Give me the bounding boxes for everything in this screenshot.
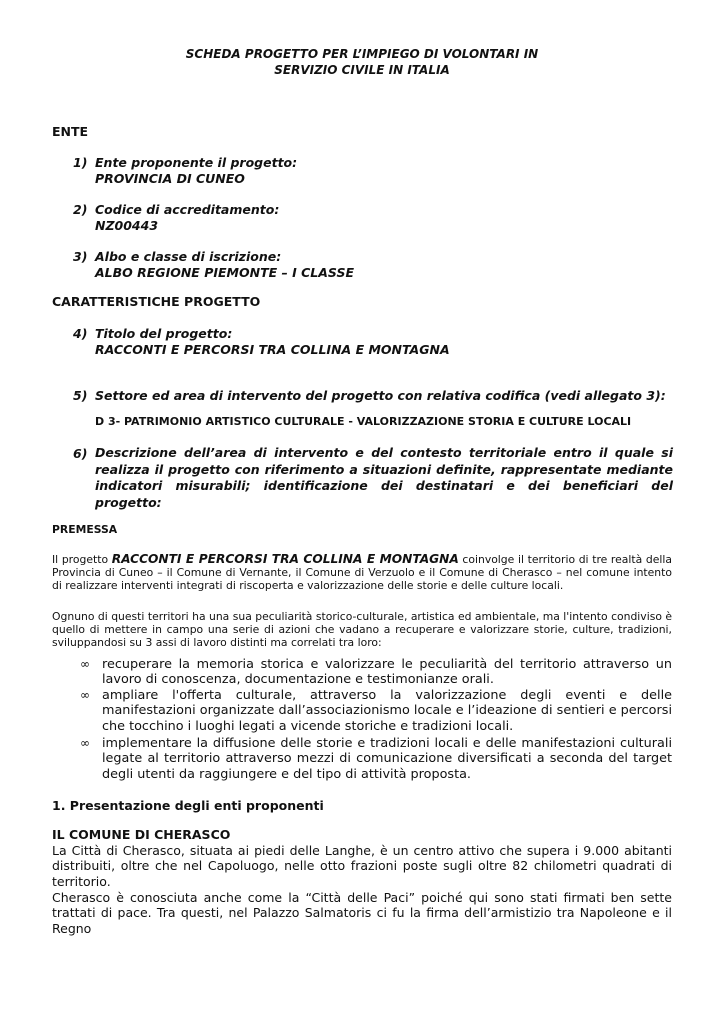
comune-cherasco-heading: IL COMUNE DI CHERASCO — [52, 827, 231, 842]
project-title-value: RACCONTI E PERCORSI TRA COLLINA E MONTAGNA — [95, 342, 450, 357]
item-label: Codice di accreditamento: — [95, 202, 280, 217]
cherasco-paragraph-2: Cherasco è conosciuta anche come la “Città delle Paci” poiché qui sono stati firmati ben sette trattati di pace. Tra questi, nel Palazzo Salmatoris ci fu la firma dell’armistizio tra Napoleone e il Regno — [52, 890, 672, 936]
item-value: ALBO REGIONE PIEMONTE – I CLASSE — [95, 265, 355, 280]
list-item — [80, 688, 672, 734]
item-number: 1) — [73, 155, 88, 170]
item-number: 2) — [73, 202, 88, 217]
item-number: 4) — [73, 326, 88, 341]
item-label: Titolo del progetto: — [95, 326, 233, 341]
infinity-bullet-icon: ∞ — [80, 657, 90, 671]
premessa-paragraph-1 — [52, 553, 672, 593]
item-value: NZ00443 — [95, 218, 159, 233]
premessa-heading: PREMESSA — [52, 523, 118, 536]
premessa-paragraph-2: Ognuno di questi territori ha una sua peculiarità storico-culturale, artistica ed ambientale, ma l'intento condiviso è quello di mettere in campo una serie di azioni che vadano a recuperare e valorizzare storie, culture, tradizioni, sviluppandosi su 3 assi di lavoro distinti ma correlati tra loro: — [52, 610, 673, 650]
document-title-line2: SERVIZIO CIVILE IN ITALIA — [274, 63, 450, 77]
section-heading-ente: ENTE — [52, 124, 89, 139]
sector-value: D 3- PATRIMONIO ARTISTICO CULTURALE - VALORIZZAZIONE STORIA E CULTURE LOCALI — [95, 415, 632, 428]
item-number: 6) — [73, 446, 88, 461]
document-title-line1: SCHEDA PROGETTO PER L’IMPIEGO DI VOLONTARI IN — [185, 47, 539, 61]
item6-description: Descrizione dell’area di intervento e del contesto territoriale entro il quale si realizza il progetto con riferimento a situazioni definite, rappresentate mediante indicatori misurabili; identificazione dei destinatari e dei beneficiari del progetto: — [95, 445, 673, 510]
list-item-text: implementare la diffusione delle storie e tradizioni locali e delle manifestazioni culturali legate al territorio attraverso mezzi di comunicazione diversificati a seconda del target degli utenti da raggiungere e del tipo di attività proposta. — [102, 736, 672, 782]
section-heading-caratteristiche: CARATTERISTICHE PROGETTO — [52, 294, 261, 309]
premessa-text-before: Il progetto — [52, 553, 112, 566]
item-number: 5) — [73, 388, 88, 403]
list-item — [80, 657, 672, 688]
list-item-text: recuperare la memoria storica e valorizzare le peculiarità del territorio attraverso un lavoro di conoscenza, documentazione e testimonianze orali. — [102, 657, 672, 688]
cherasco-paragraph-1: La Città di Cherasco, situata ai piedi delle Langhe, è un centro attivo che supera i 9.000 abitanti distribuiti, oltre che nel Capoluogo, nelle otto frazioni poste sugli oltre 82 chilometri quadrati di territorio. — [52, 843, 672, 889]
item-number: 3) — [73, 249, 88, 264]
item-value: PROVINCIA DI CUNEO — [95, 171, 245, 186]
infinity-bullet-icon: ∞ — [80, 736, 90, 750]
premessa-project-title: RACCONTI E PERCORSI TRA COLLINA E MONTAGNA — [111, 552, 459, 566]
list-item-text: ampliare l'offerta culturale, attraverso la valorizzazione degli eventi e delle manifestazioni organizzate dall’associazionismo locale e l’ideazione di sentieri e percorsi che tocchino i luoghi legati a vicende storiche e tradizioni locali. — [102, 688, 672, 734]
item-label: Ente proponente il progetto: — [95, 155, 298, 170]
list-item — [80, 736, 672, 782]
infinity-bullet-icon: ∞ — [80, 688, 90, 702]
premessa-text-after: coinvolge il territorio di tre realtà della Provincia di Cuneo – il Comune di Vernante, il Comune di Verzuolo e il Comune di Cherasco – nel comune intento di realizzare interventi integrati di riscoperta e valorizzazione delle storie e delle culture locali. — [52, 553, 673, 593]
item-label: Albo e classe di iscrizione: — [95, 249, 282, 264]
presentazione-heading: 1. Presentazione degli enti proponenti — [52, 798, 324, 813]
item-label: Settore ed area di intervento del progetto con relativa codifica (vedi allegato 3): — [95, 388, 666, 403]
